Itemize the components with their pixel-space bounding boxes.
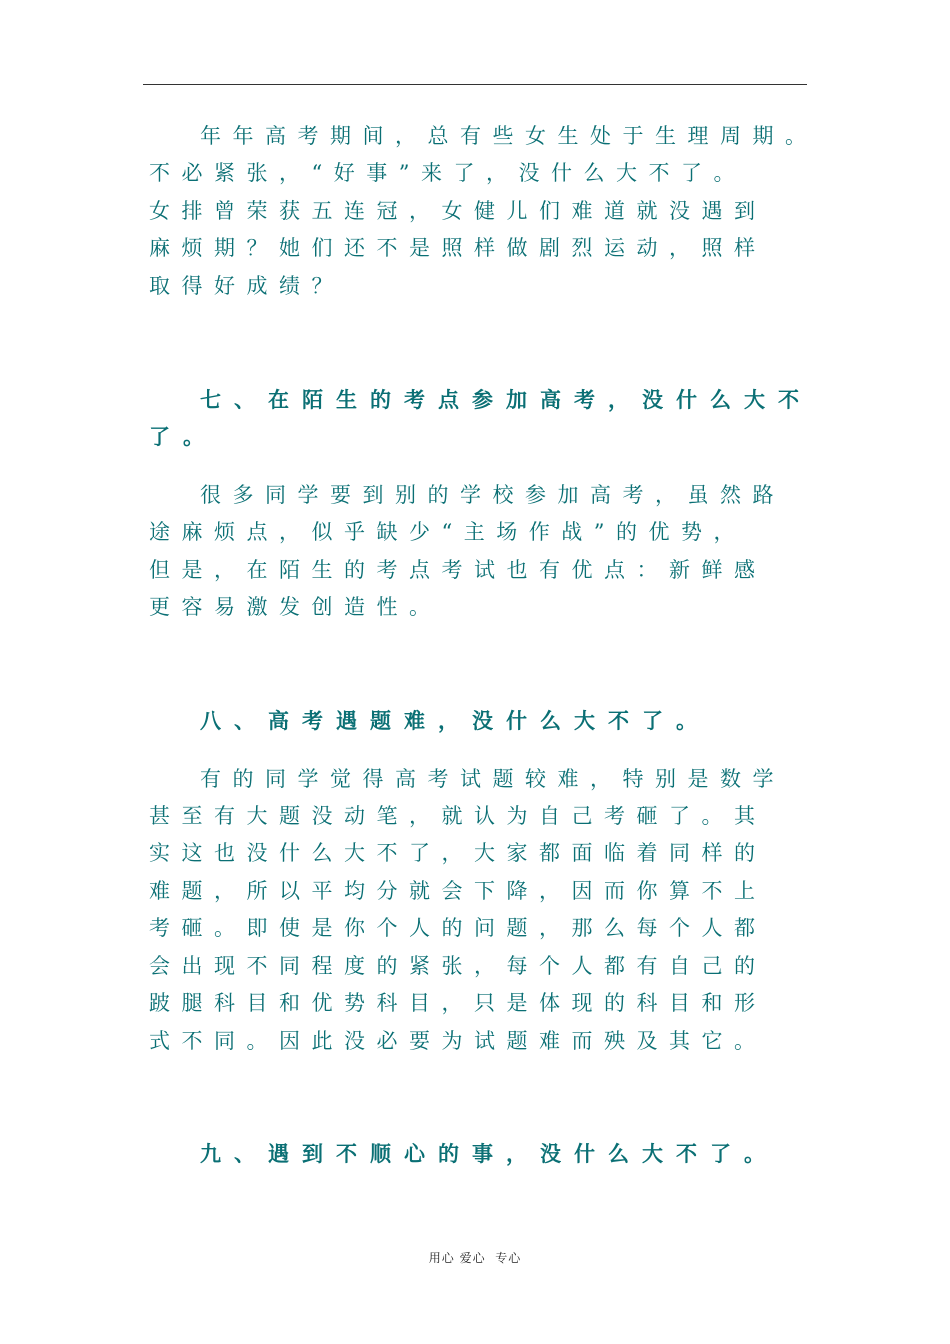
text-line: 会出现不同程度的紧张，每个人都有自己的 [149,954,767,978]
text-line: 不必紧张，“好事”来了，没什么大不了。 [149,161,746,185]
text-line: 考砸。即使是你个人的问题，那么每个人都 [149,916,767,940]
text-line: 途麻烦点，似乎缺少“主场作战”的优势， [149,520,746,544]
text-line: 实这也没什么大不了，大家都面临着同样的 [149,841,767,865]
text-line: 更容易激发创造性。 [149,595,442,619]
section-heading: 了。 [149,424,217,449]
header-rule [143,84,807,85]
text-line: 女排曾荣获五连冠，女健儿们难道就没遇到 [149,199,767,223]
text-line: 很多同学要到别的学校参加高考，虽然路 [200,483,785,507]
text-line: 有的同学觉得高考试题较难，特别是数学 [200,767,785,791]
text-line: 甚至有大题没动笔，就认为自己考砸了。其 [149,804,767,828]
text-line: 麻烦期？她们还不是照样做剧烈运动，照样 [149,236,767,260]
text-line: 但是，在陌生的考点考试也有优点：新鲜感 [149,558,767,582]
text-line: 式不同。因此没必要为试题难而殃及其它。 [149,1029,767,1053]
text-line: 年年高考期间，总有些女生处于生理周期。 [200,124,818,148]
page-footer: 用心 爱心 专心 [428,1251,522,1265]
text-line: 难题，所以平均分就会下降，因而你算不上 [149,879,767,903]
section-heading: 八、高考遇题难，没什么大不了。 [200,708,710,733]
text-line: 取得好成绩？ [149,274,344,298]
section-heading: 七、在陌生的考点参加高考，没什么大不 [200,387,812,412]
text-line: 跛腿科目和优势科目，只是体现的科目和形 [149,991,767,1015]
section-heading: 九、遇到不顺心的事，没什么大不了。 [200,1141,778,1166]
